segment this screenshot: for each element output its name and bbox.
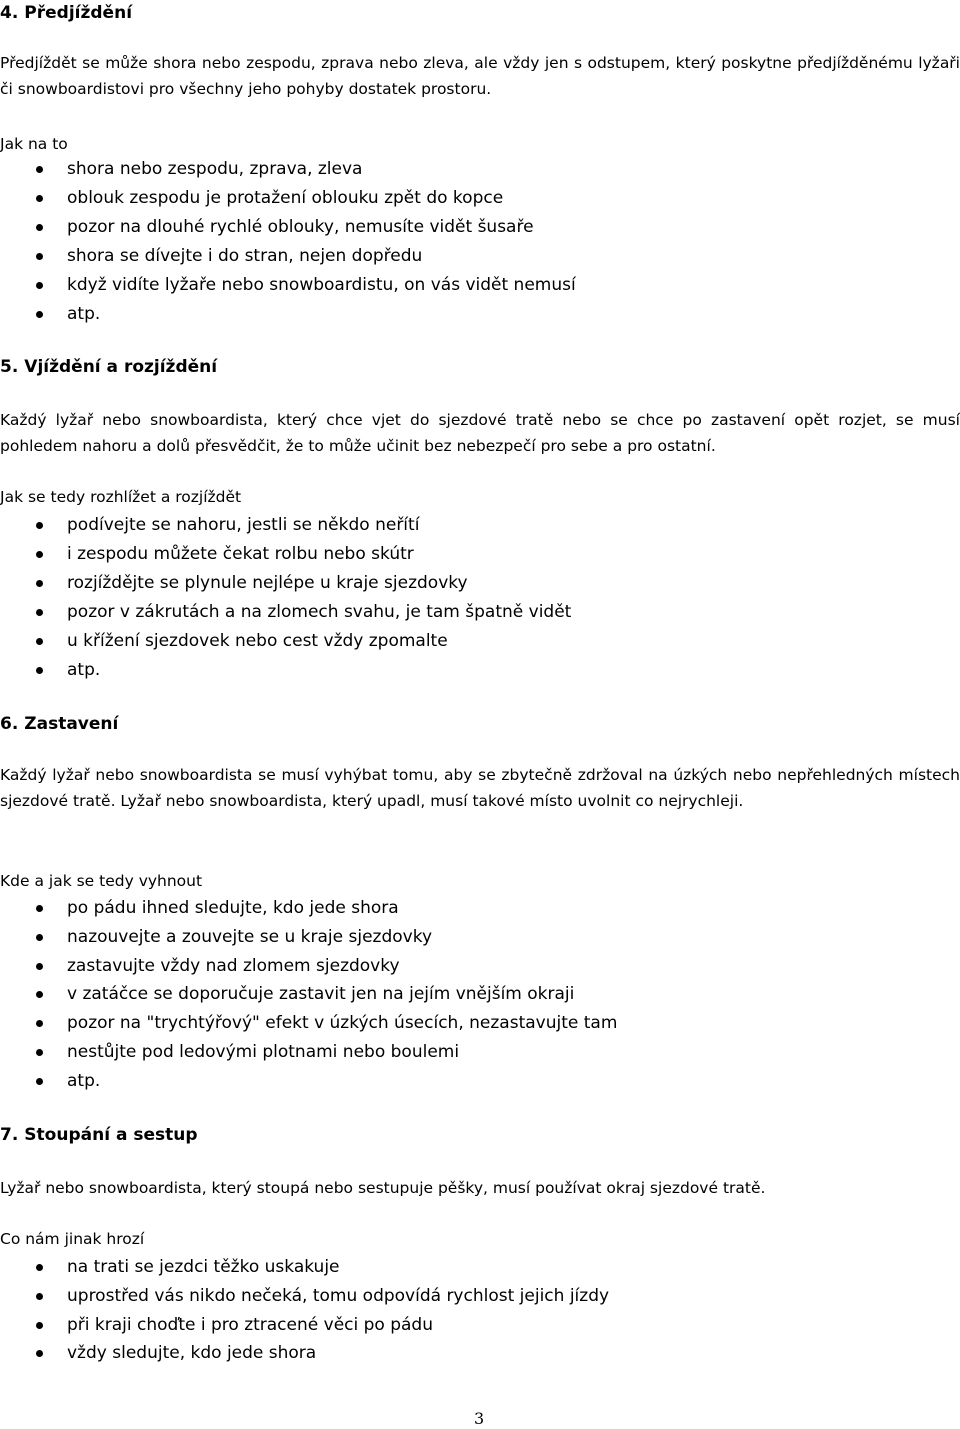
list-item: rozjíždějte se plynule nejlépe u kraje sjezdovky	[0, 569, 900, 598]
section-5-list	[0, 511, 900, 685]
bullet-icon	[36, 224, 43, 231]
bullet-icon	[36, 551, 43, 558]
list-item: atp.	[0, 656, 900, 685]
bullet-icon	[36, 1350, 43, 1357]
section-5-number: 5.	[0, 357, 19, 377]
list-item: nestůjte pod ledovými plotnami nebo boulemi	[0, 1038, 900, 1067]
bullet-icon	[36, 638, 43, 645]
section-4-list	[0, 155, 900, 329]
bullet-icon	[36, 1293, 43, 1300]
bullet-icon	[36, 195, 43, 202]
list-item: vždy sledujte, kdo jede shora	[0, 1339, 900, 1368]
bullet-icon	[36, 1078, 43, 1085]
bullet-icon	[36, 1322, 43, 1329]
section-7-list	[0, 1253, 900, 1368]
list-item: oblouk zespodu je protažení oblouku zpět do kopce	[0, 184, 900, 213]
list-item: při kraji choďte i pro ztracené věci po pádu	[0, 1311, 900, 1340]
section-4-list-label: Jak na to	[0, 135, 68, 153]
list-item: uprostřed vás nikdo nečeká, tomu odpovídá rychlost jejich jízdy	[0, 1282, 900, 1311]
list-item: pozor v zákrutách a na zlomech svahu, je tam špatně vidět	[0, 598, 900, 627]
section-5-title: Vjíždění a rozjíždění	[24, 357, 218, 377]
bullet-icon	[36, 311, 43, 318]
section-7-title: Stoupání a sestup	[24, 1125, 198, 1145]
section-5-paragraph: Každý lyžař nebo snowboardista, který chce vjet do sjezdové tratě nebo se chce po zastavení opět rozjet, se musí pohledem nahoru a dolů přesvědčit, že to může učinit bez nebezpečí pro sebe a pro ostatní.	[0, 411, 960, 455]
bullet-icon	[36, 580, 43, 587]
list-item: podívejte se nahoru, jestli se někdo neřítí	[0, 511, 900, 540]
section-5-heading	[0, 356, 217, 378]
list-item: na trati se jezdci těžko uskakuje	[0, 1253, 900, 1282]
list-item: zastavujte vždy nad zlomem sjezdovky	[0, 952, 900, 981]
section-5-list-label: Jak se tedy rozhlížet a rozjíždět	[0, 488, 242, 506]
bullet-icon	[36, 282, 43, 289]
list-item: když vidíte lyžaře nebo snowboardistu, on vás vidět nemusí	[0, 271, 900, 300]
section-4-heading	[0, 2, 132, 24]
list-item: i zespodu můžete čekat rolbu nebo skútr	[0, 540, 900, 569]
section-4-number: 4.	[0, 3, 19, 23]
bullet-icon	[36, 609, 43, 616]
section-6-list-label: Kde a jak se tedy vyhnout	[0, 872, 203, 890]
bullet-icon	[36, 934, 43, 941]
section-6-heading	[0, 713, 118, 735]
list-item: u křížení sjezdovek nebo cest vždy zpomalte	[0, 627, 900, 656]
list-item: nazouvejte a zouvejte se u kraje sjezdovky	[0, 923, 900, 952]
section-7-heading	[0, 1124, 198, 1146]
section-6-list	[0, 894, 900, 1096]
bullet-icon	[36, 991, 43, 998]
section-6-paragraph: Každý lyžař nebo snowboardista se musí vyhýbat tomu, aby se zbytečně zdržoval na úzkých nebo nepřehledných místech sjezdové tratě. Lyžař nebo snowboardista, který upadl, musí takové místo uvolnit co nejrychleji.	[0, 766, 960, 810]
list-item: shora se dívejte i do stran, nejen dopředu	[0, 242, 900, 271]
bullet-icon	[36, 253, 43, 260]
bullet-icon	[36, 963, 43, 970]
list-item: pozor na "trychtýřový" efekt v úzkých úsecích, nezastavujte tam	[0, 1009, 900, 1038]
bullet-icon	[36, 1020, 43, 1027]
bullet-icon	[36, 1049, 43, 1056]
list-item: pozor na dlouhé rychlé oblouky, nemusíte vidět šusaře	[0, 213, 900, 242]
page-number: 3	[474, 1409, 485, 1428]
list-item: v zatáčce se doporučuje zastavit jen na jejím vnějším okraji	[0, 980, 900, 1009]
list-item: atp.	[0, 1067, 900, 1096]
section-7-number: 7.	[0, 1125, 19, 1145]
bullet-icon	[36, 1264, 43, 1271]
section-7-paragraph: Lyžař nebo snowboardista, který stoupá nebo sestupuje pěšky, musí používat okraj sjezdové tratě.	[0, 1179, 766, 1197]
section-6-title: Zastavení	[24, 714, 119, 734]
bullet-icon	[36, 667, 43, 674]
section-7-list-label: Co nám jinak hrozí	[0, 1230, 145, 1248]
section-4-title: Předjíždění	[24, 3, 133, 23]
bullet-icon	[36, 905, 43, 912]
bullet-icon	[36, 522, 43, 529]
section-4-paragraph: Předjíždět se může shora nebo zespodu, zprava nebo zleva, ale vždy jen s odstupem, který poskytne předjížděnému lyžaři či snowboardistovi pro všechny jeho pohyby dostatek prostoru.	[0, 54, 960, 98]
bullet-icon	[36, 166, 43, 173]
list-item: shora nebo zespodu, zprava, zleva	[0, 155, 900, 184]
list-item: atp.	[0, 300, 900, 329]
list-item: po pádu ihned sledujte, kdo jede shora	[0, 894, 900, 923]
section-6-number: 6.	[0, 714, 19, 734]
